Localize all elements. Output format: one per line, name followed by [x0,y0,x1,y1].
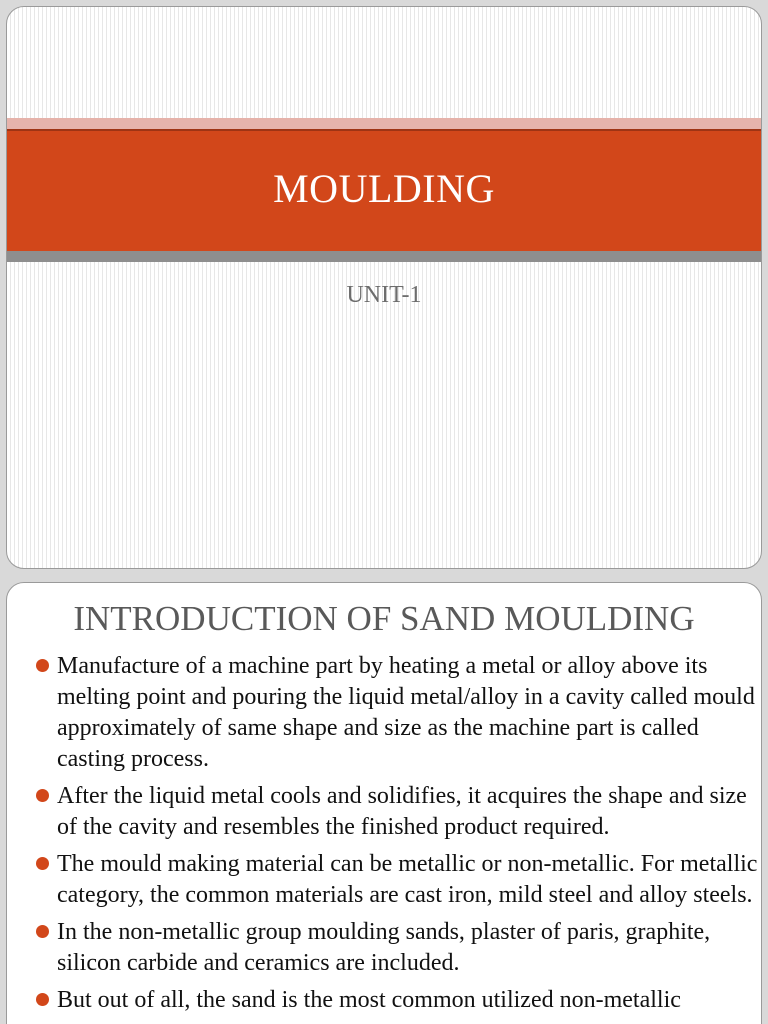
bullet-dot-icon [36,857,49,870]
content-slide-title: INTRODUCTION OF SAND MOULDING [73,599,695,638]
title-slide [6,6,762,569]
accent-band-bottom [7,251,761,262]
slide-title: MOULDING [273,166,495,211]
bullet-dot-icon [36,993,49,1006]
bullet-item [33,985,759,1016]
bullet-text: In the non-metallic group moulding sands, plaster of paris, graphite, silicon carbide and ceramics are included. [57,919,711,976]
slide-subtitle: UNIT-1 [346,282,422,308]
bullet-item [33,651,759,775]
bullet-text: Manufacture of a machine part by heating a metal or alloy above its melting point and pouring the liquid metal/alloy in a cavity called mould approximately of same shape and size as the machine part is called casting process. [57,653,755,772]
bullet-list [33,651,759,1022]
bullet-dot-icon [36,789,49,802]
bullet-item [33,849,759,911]
content-slide [6,582,762,1024]
bullet-text: After the liquid metal cools and solidifies, it acquires the shape and size of the cavity and resembles the finished product required. [57,783,747,840]
bullet-dot-icon [36,659,49,672]
accent-band-top [7,118,761,129]
bullet-text: But out of all, the sand is the most common utilized non-metallic [57,987,681,1013]
bullet-text: The mould making material can be metallic or non-metallic. For metallic category, the common materials are cast iron, mild steel and alloy steels. [57,851,758,908]
bullet-dot-icon [36,925,49,938]
bullet-item [33,917,759,979]
bullet-item [33,781,759,843]
